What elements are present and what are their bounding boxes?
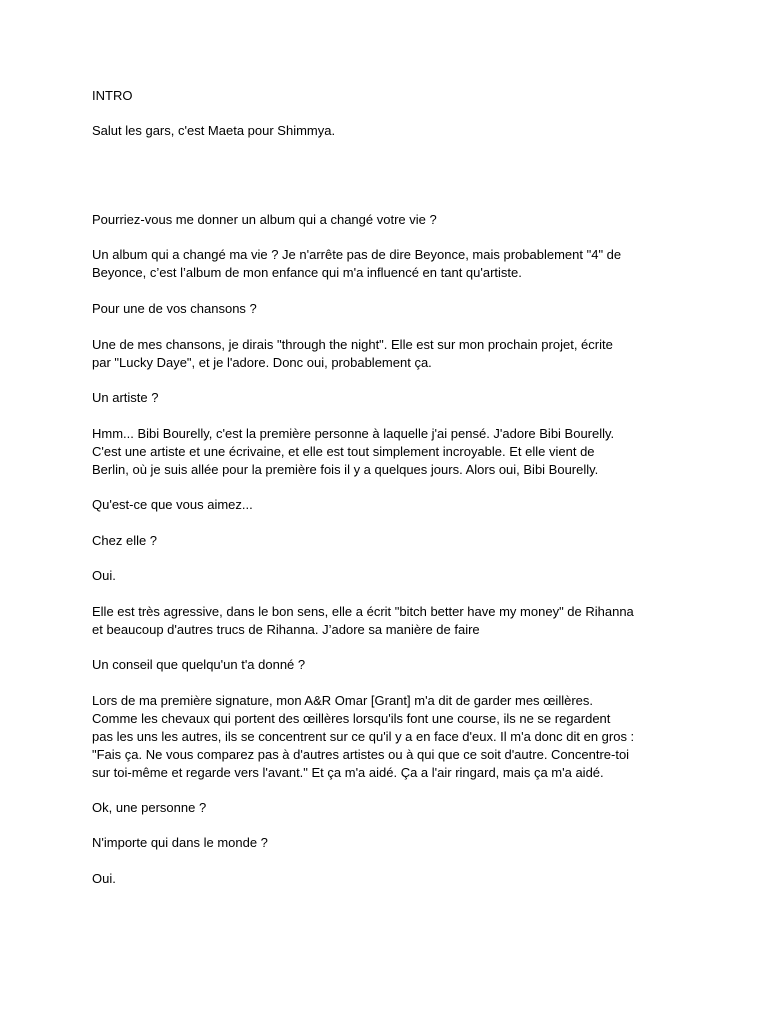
paragraph-line: Un conseil que quelqu'un t'a donné ?	[92, 657, 306, 672]
paragraph-line: et beaucoup d'autres trucs de Rihanna. J’adore sa manière de faire	[92, 622, 480, 637]
paragraph-line: Qu'est-ce que vous aimez...	[92, 497, 253, 512]
paragraph-line: Pourriez-vous me donner un album qui a changé votre vie ?	[92, 212, 437, 227]
paragraph-line: Elle est très agressive, dans le bon sens, elle a écrit "bitch better have my money" de Rihanna	[92, 604, 634, 619]
paragraph-line: Une de mes chansons, je dirais "through the night". Elle est sur mon prochain projet, écrite	[92, 337, 613, 352]
paragraph-line: C'est une artiste et une écrivaine, et elle est tout simplement incroyable. Et elle vient de	[92, 444, 595, 459]
paragraph-line: Hmm... Bibi Bourelly, c'est la première personne à laquelle j'ai pensé. J'adore Bibi Bourelly.	[92, 426, 615, 441]
paragraph-line: pas les uns les autres, ils se concentrent sur ce qu'il y a en face d'eux. Il m'a donc dit en gros :	[92, 729, 635, 744]
paragraph-answer-like	[92, 603, 692, 639]
paragraph-answer-artist	[92, 425, 692, 479]
paragraph-line: Ok, une personne ?	[92, 800, 207, 815]
paragraph-greeting	[92, 122, 692, 140]
paragraph-line: Beyonce, c’est l’album de mon enfance qui m'a influencé en tant qu'artiste.	[92, 265, 522, 280]
paragraph-line: Un album qui a changé ma vie ? Je n'arrête pas de dire Beyonce, mais probablement "4" de	[92, 247, 622, 262]
paragraph-line: Pour une de vos chansons ?	[92, 301, 257, 316]
paragraph-final-oui	[92, 870, 692, 888]
paragraph-question-person	[92, 799, 692, 817]
paragraph-line: Lors de ma première signature, mon A&R Omar [Grant] m'a dit de garder mes œillères.	[92, 693, 594, 708]
document-heading	[92, 87, 692, 105]
paragraph-question-artist	[92, 389, 692, 407]
paragraph-chez-elle	[92, 532, 692, 550]
paragraph-question-song	[92, 300, 692, 318]
paragraph-question-advice	[92, 656, 692, 674]
paragraph-question-like	[92, 496, 692, 514]
paragraph-question-anyone	[92, 834, 692, 852]
paragraph-answer-advice	[92, 692, 692, 782]
paragraph-line: Berlin, où je suis allée pour la première fois il y a quelques jours. Alors oui, Bibi Bourelly.	[92, 462, 599, 477]
paragraph-line: Oui.	[92, 568, 116, 583]
paragraph-oui	[92, 567, 692, 585]
paragraph-answer-album	[92, 246, 692, 282]
paragraph-line: Comme les chevaux qui portent des œillères lorsqu'ils font une course, ils ne se regardent	[92, 711, 611, 726]
paragraph-line: Oui.	[92, 871, 116, 886]
paragraph-line: Chez elle ?	[92, 533, 158, 548]
paragraph-line: Salut les gars, c'est Maeta pour Shimmya.	[92, 123, 336, 138]
paragraph-line: par "Lucky Daye", et je l'adore. Donc oui, probablement ça.	[92, 355, 432, 370]
paragraph-answer-song	[92, 336, 692, 372]
paragraph-line: sur toi-même et regarde vers l'avant." Et ça m'a aidé. Ça a l'air ringard, mais ça m'a aidé.	[92, 765, 604, 780]
paragraph-line: "Fais ça. Ne vous comparez pas à d'autres artistes ou à qui que ce soit d'autre. Concentre-toi	[92, 747, 630, 762]
heading-text: INTRO	[92, 88, 133, 103]
paragraph-line: Un artiste ?	[92, 390, 159, 405]
paragraph-line: N'importe qui dans le monde ?	[92, 835, 268, 850]
paragraph-question-album	[92, 211, 692, 229]
